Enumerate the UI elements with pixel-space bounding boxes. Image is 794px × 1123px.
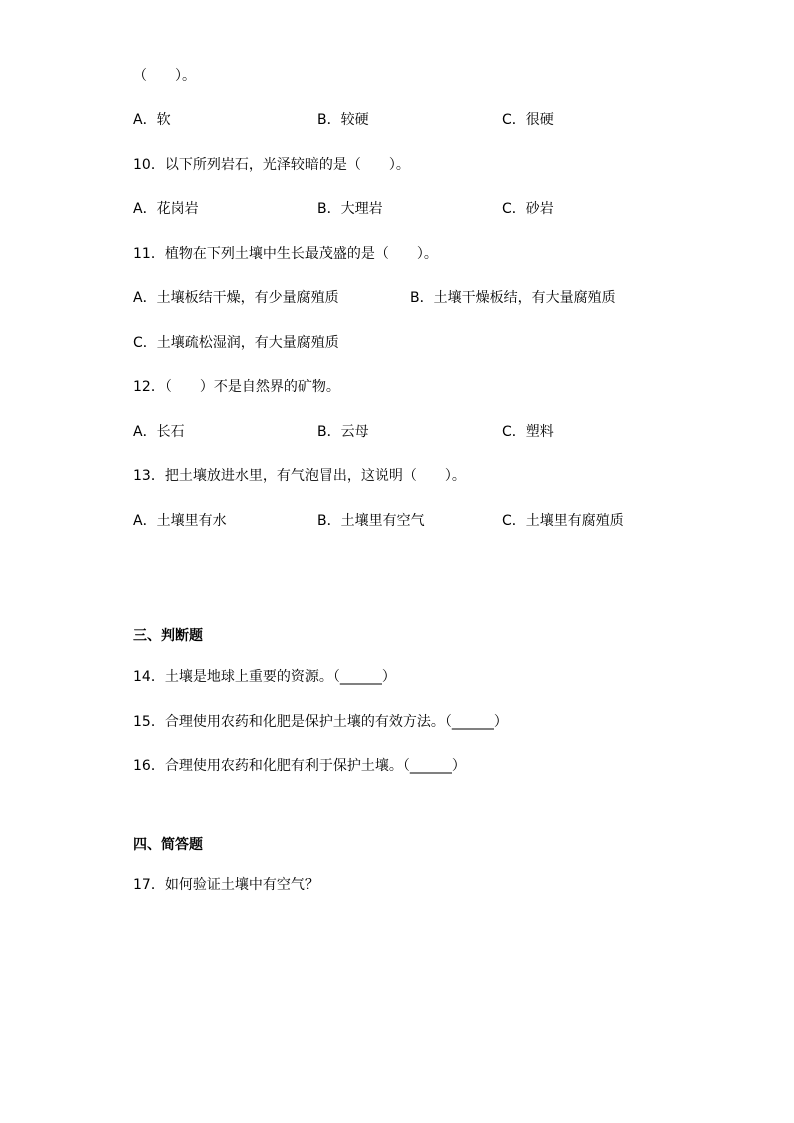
q13-option-c: C．土壤里有腐殖质 <box>502 513 624 529</box>
q9-tail: （ ）。 <box>133 68 196 84</box>
q10-option-a: A．花岗岩 <box>133 201 199 217</box>
q12-text: 12．（ ）不是自然界的矿物。 <box>133 379 340 395</box>
q10-option-b: B．大理岩 <box>317 201 383 217</box>
q9-option-b: B．较硬 <box>317 112 369 128</box>
q11-option-a: A．土壤板结干燥，有少量腐殖质 <box>133 290 339 306</box>
q10-text: 10．以下所列岩石，光泽较暗的是（ ）。 <box>133 157 410 173</box>
q12-option-c: C．塑料 <box>502 424 554 440</box>
q13-option-b: B．土壤里有空气 <box>317 513 425 529</box>
q16-text: 16．合理使用农药和化肥有利于保护土壤。（______） <box>133 758 466 774</box>
q13-text: 13．把土壤放进水里，有气泡冒出，这说明（ ）。 <box>133 468 466 484</box>
q10-option-c: C．砂岩 <box>502 201 554 217</box>
q14-text: 14．土壤是地球上重要的资源。（______） <box>133 669 396 685</box>
q15-text: 15．合理使用农药和化肥是保护土壤的有效方法。（______） <box>133 714 508 730</box>
section-3-title: 三、判断题 <box>133 628 203 644</box>
q11-option-b: B．土壤干燥板结，有大量腐殖质 <box>410 290 616 306</box>
q9-option-a: A．软 <box>133 112 171 128</box>
q13-option-a: A．土壤里有水 <box>133 513 227 529</box>
q12-option-b: B．云母 <box>317 424 369 440</box>
q11-option-c: C．土壤疏松湿润，有大量腐殖质 <box>133 335 339 351</box>
q11-text: 11．植物在下列土壤中生长最茂盛的是（ ）。 <box>133 246 438 262</box>
q12-option-a: A．长石 <box>133 424 185 440</box>
q17-text: 17．如何验证土壤中有空气？ <box>133 877 319 893</box>
section-4-title: 四、简答题 <box>133 837 203 853</box>
q9-option-c: C．很硬 <box>502 112 554 128</box>
